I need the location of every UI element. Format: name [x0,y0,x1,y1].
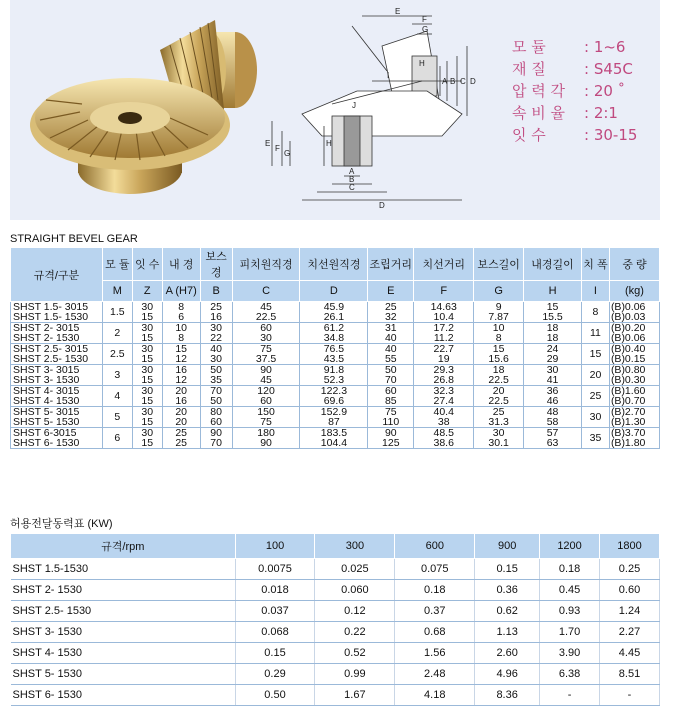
table-cell: 20 20 [162,407,200,428]
table-cell: 2 [102,323,132,344]
table-cell: 4 [102,386,132,407]
dim-label-f2: F [275,144,280,153]
spec-row: 속 비 율 : 2:1 [512,104,618,122]
dim-label-b2: B [349,175,355,184]
spec-summary [512,36,662,146]
table-cell: 4.45 [600,643,660,664]
table-cell: 8 6 [162,302,200,323]
table-cell: SHST 4- 1530 [11,643,236,664]
th-crown: 치선거리 [414,248,474,281]
table-cell: (B)0.80 (B)0.30 [609,365,659,386]
th-boss: 보스경 [200,248,232,281]
table-cell: 150 75 [232,407,300,428]
table-cell: 45 22.5 [232,302,300,323]
table-row [11,323,660,344]
table-cell: 30 30.1 [474,428,524,449]
table-cell: 3.90 [540,643,600,664]
table-row [11,664,660,685]
table-cell: 40.4 38 [414,407,474,428]
th-sub: A (H7) [162,281,200,302]
table-cell: 0.0075 [235,559,315,580]
table-cell: 1.70 [540,622,600,643]
table-cell: 24 29 [524,344,582,365]
th-rpm: 1200 [540,534,600,559]
table-cell: 31 40 [368,323,414,344]
th-rpm: 1800 [600,534,660,559]
th-sub: M [102,281,132,302]
table-cell: (B)3.70 (B)1.80 [609,428,659,449]
table-cell: 30 15 [132,428,162,449]
bevel-gear-photo [10,0,280,220]
table-row [11,302,660,323]
spec-row: 재 질 : S45C [512,60,633,78]
dim-label-g: G [422,25,429,34]
dim-label-a2: A [349,167,355,176]
table-cell: 16 12 [162,365,200,386]
dim-label-a: A [442,77,448,86]
table-cell: 2.5 [102,344,132,365]
th-rpm: 900 [475,534,540,559]
table-cell: 30 41 [524,365,582,386]
table-cell: - [540,685,600,706]
table-cell: 30 15 [132,302,162,323]
th-sub: I [581,281,609,302]
table-cell: 30 15 [132,323,162,344]
table-cell: 11 [581,323,609,344]
table-cell: 30 [581,407,609,428]
th-sub: F [414,281,474,302]
table-cell: 0.50 [235,685,315,706]
th-sub: G [474,281,524,302]
dim-label-i: I [387,71,390,80]
table-cell: 40 55 [368,344,414,365]
table-cell: SHST 2- 3015 SHST 2- 1530 [11,323,103,344]
table-cell: 15 [581,344,609,365]
table-cell: 14.63 10.4 [414,302,474,323]
table-cell: 18 22.5 [474,365,524,386]
table-cell: 0.037 [235,601,315,622]
table-cell: SHST 6- 1530 [11,685,236,706]
table-cell: 22.7 19 [414,344,474,365]
table-cell: 0.060 [315,580,395,601]
product-banner [10,0,660,220]
table-cell: 15 12 [162,344,200,365]
table-row [11,643,660,664]
table-cell: 10 8 [474,323,524,344]
table-cell: 20 16 [162,386,200,407]
table-cell: 30 15 [132,407,162,428]
table-cell: 4.18 [395,685,475,706]
table-row [11,365,660,386]
table-cell: 90 45 [232,365,300,386]
dim-label-e: E [395,7,401,16]
table-cell: 180 90 [232,428,300,449]
table-cell: SHST 2.5- 3015 SHST 2.5- 1530 [11,344,103,365]
spec-row: 모 듈 : 1~6 [512,38,626,56]
table-cell: 0.37 [395,601,475,622]
table-cell: 0.12 [315,601,395,622]
table-cell: 0.18 [540,559,600,580]
table-cell: 75 110 [368,407,414,428]
th-bore: 내 경 [162,248,200,281]
th-sub: D [300,281,368,302]
table-cell: SHST 3- 3015 SHST 3- 1530 [11,365,103,386]
table-cell: 25 32 [368,302,414,323]
table-cell: 0.15 [235,643,315,664]
dim-label-c2: C [349,183,355,192]
table-cell: 20 [581,365,609,386]
table-cell: 30 22 [200,323,232,344]
th-pitch: 피치원직경 [232,248,300,281]
table-cell: 25 25 [162,428,200,449]
dim-label-d2: D [379,201,385,210]
table-cell: 122.3 69.6 [300,386,368,407]
table-cell: (B)0.20 (B)0.06 [609,323,659,344]
table-cell: 60 30 [232,323,300,344]
table-cell: 0.36 [475,580,540,601]
table-cell: 4.96 [475,664,540,685]
table-cell: 61.2 34.8 [300,323,368,344]
dimension-drawing [262,6,492,216]
table-cell: 30 15 [132,365,162,386]
table-cell: 10 8 [162,323,200,344]
table-cell: 152.9 87 [300,407,368,428]
table-cell: 17.2 11.2 [414,323,474,344]
th-sub: E [368,281,414,302]
table-cell: 0.025 [315,559,395,580]
table-cell: 183.5 104.4 [300,428,368,449]
table-cell: 8 [581,302,609,323]
th-sub: C [232,281,300,302]
dim-label-b: B [450,77,456,86]
table-cell: 5 [102,407,132,428]
table-cell: 20 22.5 [474,386,524,407]
table-cell: 0.075 [395,559,475,580]
dim-label-j: J [352,101,356,110]
table-cell: 57 63 [524,428,582,449]
table-cell: 6 [102,428,132,449]
table-row [11,601,660,622]
table-cell: 1.56 [395,643,475,664]
table-row [11,428,660,449]
table-cell: 25 16 [200,302,232,323]
table-cell: 0.45 [540,580,600,601]
table-cell: 30 15 [132,386,162,407]
dim-label-c: C [460,77,466,86]
table-cell: 8.36 [475,685,540,706]
th-sub: Z [132,281,162,302]
table-cell: 50 35 [200,365,232,386]
table-row [11,559,660,580]
table-cell: 80 60 [200,407,232,428]
spec-row: 압 력 각 : 20 ˚ [512,82,626,100]
table-cell: SHST 5- 3015 SHST 5- 1530 [11,407,103,428]
table-cell: 36 46 [524,386,582,407]
table-cell: (B)0.06 (B)0.03 [609,302,659,323]
dim-label-h: H [419,59,425,68]
table-cell: 0.15 [475,559,540,580]
table-cell: 90 125 [368,428,414,449]
th-rpm: 300 [315,534,395,559]
th-teeth: 잇 수 [132,248,162,281]
table-cell: 29.3 26.8 [414,365,474,386]
table-cell: 3 [102,365,132,386]
table-cell: - [600,685,660,706]
table-cell: SHST 6-3015 SHST 6- 1530 [11,428,103,449]
table-cell: 25 31.3 [474,407,524,428]
table-cell: 91.8 52.3 [300,365,368,386]
table-cell: 1.67 [315,685,395,706]
th-bosslen: 보스길이 [474,248,524,281]
table-cell: 2.60 [475,643,540,664]
table-cell: 15 15.5 [524,302,582,323]
spec-row: 잇 수 : 30-15 [512,126,638,144]
table-cell: 0.29 [235,664,315,685]
table-cell: SHST 2.5- 1530 [11,601,236,622]
th-mount: 조립거리 [368,248,414,281]
table-cell: 0.68 [395,622,475,643]
th-module: 모 듈 [102,248,132,281]
th-sub: B [200,281,232,302]
table-cell: 70 50 [200,386,232,407]
th-spec: 규격/구분 [11,248,103,302]
table-cell: 48 58 [524,407,582,428]
table-cell: 0.22 [315,622,395,643]
table-cell: 8.51 [600,664,660,685]
table-cell: 120 60 [232,386,300,407]
th-outer: 치선원직경 [300,248,368,281]
table-cell: SHST 3- 1530 [11,622,236,643]
table-cell: (B)1.60 (B)0.70 [609,386,659,407]
table-cell: 1.13 [475,622,540,643]
table-cell: 0.18 [395,580,475,601]
table-cell: 50 70 [368,365,414,386]
table-cell: 32.3 27.4 [414,386,474,407]
table-cell: 40 30 [200,344,232,365]
table-cell: 25 [581,386,609,407]
table-cell: SHST 2- 1530 [11,580,236,601]
th-sub: (kg) [609,281,659,302]
table-cell: SHST 1.5-1530 [11,559,236,580]
table-cell: SHST 1.5- 3015 SHST 1.5- 1530 [11,302,103,323]
table-row [11,622,660,643]
power-table-title: 허용전달동력표 (KW) [10,518,113,530]
table-cell: 2.27 [600,622,660,643]
table-cell: 30 15 [132,344,162,365]
dim-label-e2: E [265,139,271,148]
th-rpm: 600 [395,534,475,559]
table-cell: SHST 4- 3015 SHST 4- 1530 [11,386,103,407]
table-cell: 0.60 [600,580,660,601]
table-cell: (B)0.40 (B)0.15 [609,344,659,365]
table-cell: 1.24 [600,601,660,622]
th-weight: 중 량 [609,248,659,281]
th-facewidth: 치 폭 [581,248,609,281]
dim-label-g2: G [284,149,291,158]
table-row [11,407,660,428]
table-cell: 90 70 [200,428,232,449]
table-cell: 0.93 [540,601,600,622]
dim-label-f: F [422,15,427,24]
table-cell: 0.52 [315,643,395,664]
table-cell: 75 37.5 [232,344,300,365]
table-cell: 6.38 [540,664,600,685]
table-cell: 45.9 26.1 [300,302,368,323]
spec-table-title: STRAIGHT BEVEL GEAR [10,233,138,245]
power-table [10,533,660,706]
table-row [11,386,660,407]
table-cell: (B)2.70 (B)1.30 [609,407,659,428]
table-cell: 0.068 [235,622,315,643]
dim-label-d: D [470,77,476,86]
table-cell: 0.018 [235,580,315,601]
table-cell: 2.48 [395,664,475,685]
th-borelen: 내경길이 [524,248,582,281]
th-rpm: 규격/rpm [11,534,236,559]
table-cell: 35 [581,428,609,449]
table-row [11,685,660,706]
table-cell: 60 85 [368,386,414,407]
spec-table [10,247,660,449]
th-sub: H [524,281,582,302]
table-cell: 15 15.6 [474,344,524,365]
table-cell: 0.99 [315,664,395,685]
table-cell: 76.5 43.5 [300,344,368,365]
th-rpm: 100 [235,534,315,559]
table-cell: 0.25 [600,559,660,580]
dim-label-h2: H [326,139,332,148]
table-cell: 18 18 [524,323,582,344]
table-cell: 1.5 [102,302,132,323]
table-cell: 9 7.87 [474,302,524,323]
table-row [11,344,660,365]
table-cell: 0.62 [475,601,540,622]
table-row [11,580,660,601]
table-cell: 48.5 38.6 [414,428,474,449]
table-cell: SHST 5- 1530 [11,664,236,685]
